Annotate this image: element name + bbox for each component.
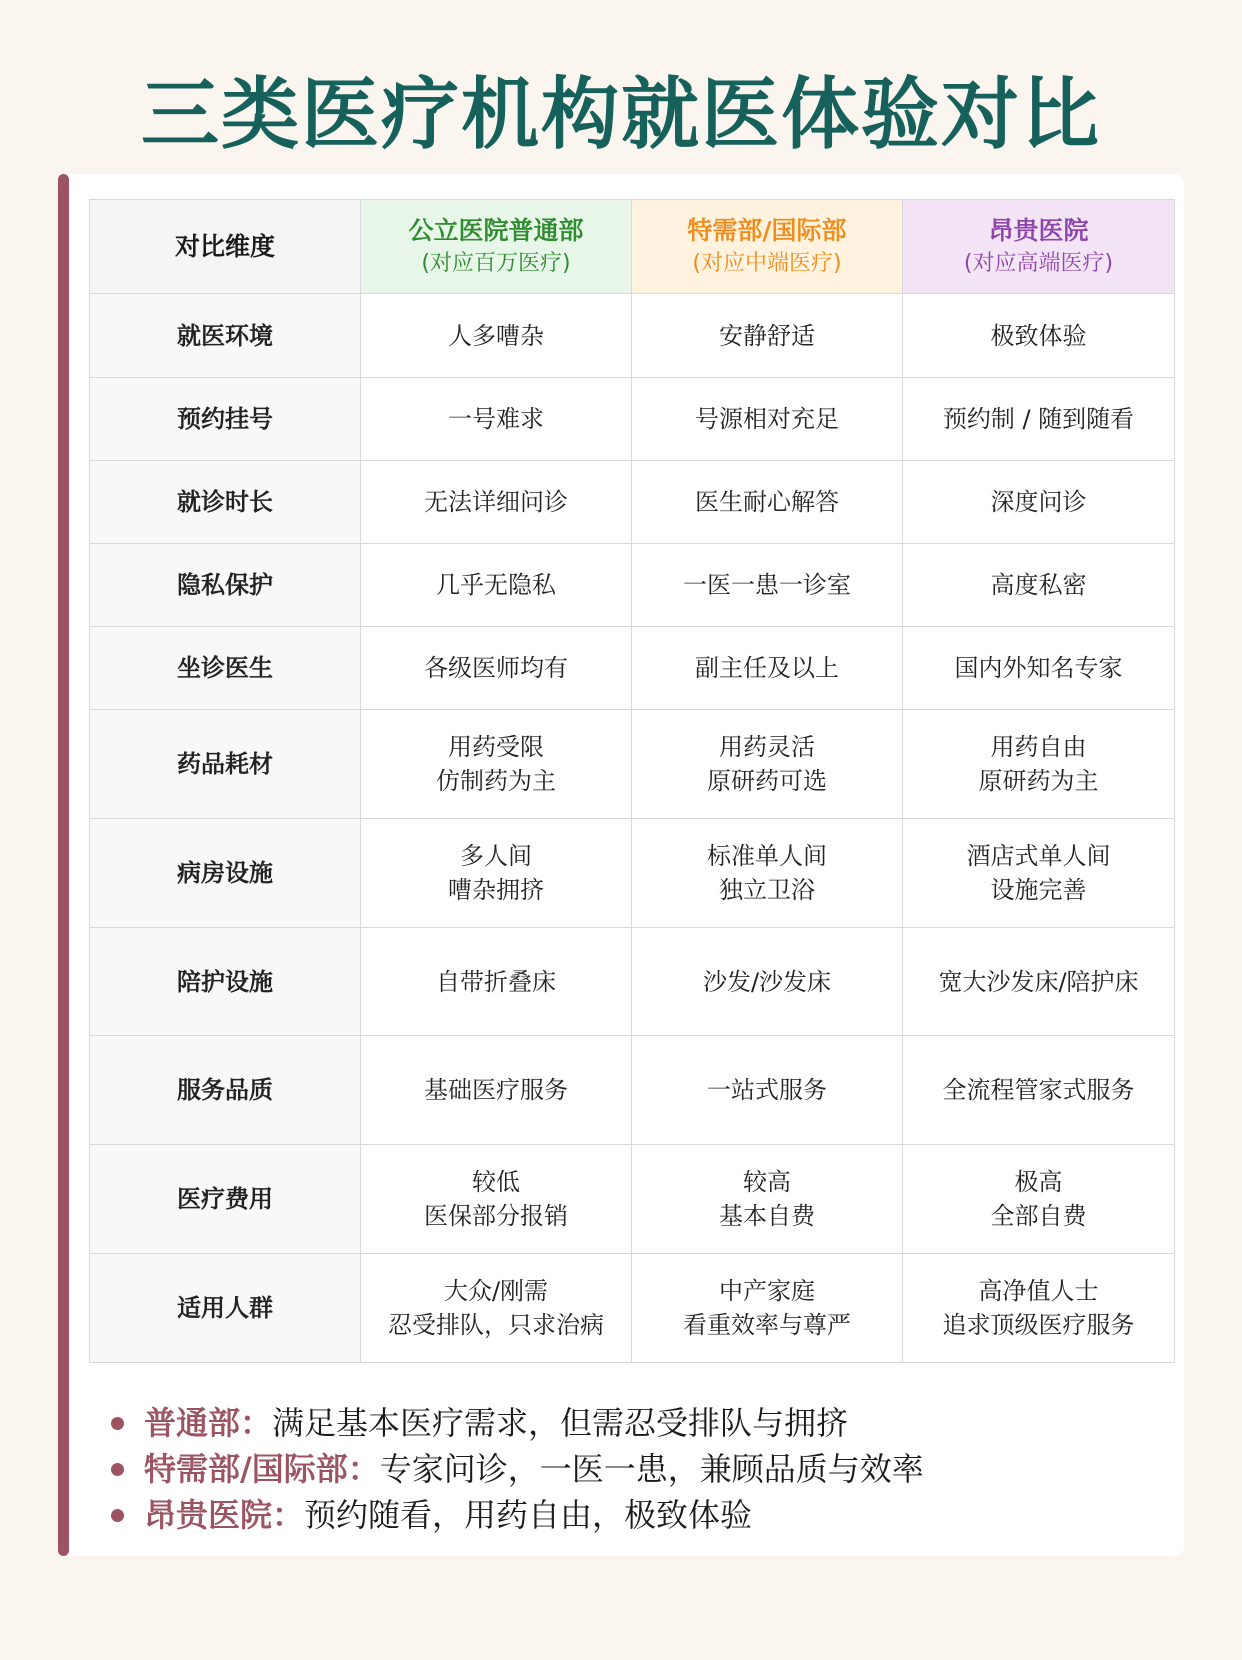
note-item xyxy=(108,1400,1168,1446)
header-name: 公立医院普通部 xyxy=(408,215,584,245)
value-cell xyxy=(361,710,632,819)
value-cell xyxy=(361,1036,632,1145)
note-text: 专家问诊，一医一患，兼顾品质与效率 xyxy=(379,1450,924,1488)
table-row xyxy=(90,1254,1175,1363)
cell-line: 多人间 xyxy=(460,842,532,870)
dimension-cell: 坐诊医生 xyxy=(90,627,361,710)
cell-line: 较高 xyxy=(743,1168,791,1196)
table-row xyxy=(90,461,1175,544)
header-sub: (对应高端医疗) xyxy=(963,250,1114,276)
dimension-cell: 就医环境 xyxy=(90,294,361,378)
cell-line: 原研药为主 xyxy=(978,767,1099,795)
note-item xyxy=(108,1492,1168,1538)
comparison-table xyxy=(89,199,1175,1363)
header-name: 对比维度 xyxy=(174,231,275,261)
bullet-dot-icon xyxy=(111,1417,124,1430)
cell-line: 仿制药为主 xyxy=(436,767,556,795)
cell-line: 酒店式单人间 xyxy=(966,842,1111,870)
cell-line: 极高 xyxy=(1014,1168,1063,1196)
table-row xyxy=(90,544,1175,627)
table-row xyxy=(90,627,1175,710)
table-row xyxy=(90,928,1175,1036)
cell-line: 一医一患一诊室 xyxy=(683,571,851,599)
value-cell xyxy=(632,294,903,378)
header-sub: (对应百万医疗) xyxy=(421,250,571,276)
bullet-dot-icon xyxy=(111,1463,124,1476)
value-cell xyxy=(361,627,632,710)
value-cell xyxy=(361,819,632,928)
cell-line: 忍受排队，只求治病 xyxy=(388,1311,604,1339)
value-cell xyxy=(903,819,1175,928)
value-cell xyxy=(632,710,903,819)
cell-line: 全流程管家式服务 xyxy=(942,1076,1135,1104)
cell-line: 自带折叠床 xyxy=(436,967,556,996)
value-cell xyxy=(632,378,903,461)
cell-line: 沙发/沙发床 xyxy=(702,967,832,996)
cell-line: 号源相对充足 xyxy=(695,405,839,433)
cell-line: 追求顶级医疗服务 xyxy=(942,1311,1135,1339)
accent-bar xyxy=(58,174,69,1556)
cell-line: 看重效率与尊严 xyxy=(683,1311,851,1339)
dimension-cell: 服务品质 xyxy=(90,1036,361,1145)
value-cell xyxy=(903,710,1175,819)
cell-line: 基础医疗服务 xyxy=(424,1076,568,1104)
cell-line: 用药受限 xyxy=(448,733,544,761)
cell-line: 较低 xyxy=(472,1168,520,1196)
header-name: 特需部/国际部 xyxy=(687,215,847,245)
value-cell xyxy=(361,1254,632,1363)
cell-line: 一号难求 xyxy=(448,405,544,433)
dimension-cell: 陪护设施 xyxy=(90,928,361,1036)
cell-line: 国内外知名专家 xyxy=(954,654,1123,682)
value-cell xyxy=(903,378,1175,461)
table-row xyxy=(90,819,1175,928)
cell-line: 副主任及以上 xyxy=(695,654,839,682)
value-cell xyxy=(903,1036,1175,1145)
dimension-cell: 就诊时长 xyxy=(90,461,361,544)
dimension-cell: 药品耗材 xyxy=(90,710,361,819)
value-cell xyxy=(632,1145,903,1254)
value-cell xyxy=(632,928,903,1036)
dimension-cell: 隐私保护 xyxy=(90,544,361,627)
header-vip-department xyxy=(632,200,903,294)
cell-line: 大众/刚需 xyxy=(443,1277,549,1305)
cell-line: 基本自费 xyxy=(719,1202,815,1230)
cell-line: 宽大沙发床/陪护床 xyxy=(938,967,1139,996)
header-row xyxy=(90,200,1175,294)
header-public-hospital xyxy=(361,200,632,294)
note-key: 普通部： xyxy=(144,1404,273,1442)
cell-line: 用药灵活 xyxy=(719,733,815,761)
value-cell xyxy=(361,461,632,544)
value-cell xyxy=(361,378,632,461)
dimension-cell: 预约挂号 xyxy=(90,378,361,461)
cell-line: 各级医师均有 xyxy=(424,654,568,682)
value-cell xyxy=(632,544,903,627)
cell-line: 标准单人间 xyxy=(707,842,827,870)
value-cell xyxy=(361,544,632,627)
value-cell xyxy=(632,627,903,710)
note-key: 特需部/国际部： xyxy=(144,1450,380,1488)
table-row xyxy=(90,294,1175,378)
cell-line: 预约制 / 随到随看 xyxy=(942,405,1135,433)
cell-line: 极致体验 xyxy=(990,321,1087,350)
cell-line: 一站式服务 xyxy=(707,1076,827,1104)
cell-line: 深度问诊 xyxy=(990,488,1087,516)
value-cell xyxy=(632,461,903,544)
header-name: 昂贵医院 xyxy=(988,215,1089,245)
header-dimension xyxy=(90,200,361,294)
bullet-dot-icon xyxy=(111,1509,124,1522)
value-cell xyxy=(361,294,632,378)
value-cell xyxy=(903,928,1175,1036)
cell-line: 高度私密 xyxy=(990,571,1087,599)
cell-line: 无法详细问诊 xyxy=(424,488,568,516)
dimension-cell: 医疗费用 xyxy=(90,1145,361,1254)
value-cell xyxy=(632,1036,903,1145)
page-title: 三类医疗机构就医体验对比 xyxy=(140,70,1101,160)
value-cell xyxy=(361,1145,632,1254)
cell-line: 安静舒适 xyxy=(719,321,815,350)
note-item xyxy=(108,1446,1168,1492)
cell-line: 医保部分报销 xyxy=(424,1202,568,1230)
table-row xyxy=(90,710,1175,819)
cell-line: 嘈杂拥挤 xyxy=(448,876,544,904)
table-row xyxy=(90,1036,1175,1145)
value-cell xyxy=(903,294,1175,378)
dimension-cell: 病房设施 xyxy=(90,819,361,928)
cell-line: 全部自费 xyxy=(990,1202,1087,1230)
cell-line: 中产家庭 xyxy=(719,1277,815,1305)
value-cell xyxy=(361,928,632,1036)
cell-line: 用药自由 xyxy=(990,733,1087,761)
value-cell xyxy=(903,1254,1175,1363)
value-cell xyxy=(632,819,903,928)
summary-notes xyxy=(108,1400,1168,1538)
note-key: 昂贵医院： xyxy=(144,1496,305,1534)
note-text: 满足基本医疗需求，但需忍受排队与拥挤 xyxy=(272,1404,849,1442)
header-premium-hospital xyxy=(903,200,1175,294)
cell-line: 设施完善 xyxy=(990,876,1087,904)
table-row xyxy=(90,1145,1175,1254)
cell-line: 人多嘈杂 xyxy=(448,321,544,350)
dimension-cell: 适用人群 xyxy=(90,1254,361,1363)
value-cell xyxy=(903,1145,1175,1254)
table-row xyxy=(90,378,1175,461)
cell-line: 高净值人士 xyxy=(978,1277,1099,1305)
value-cell xyxy=(903,544,1175,627)
cell-line: 医生耐心解答 xyxy=(695,488,839,516)
value-cell xyxy=(632,1254,903,1363)
value-cell xyxy=(903,461,1175,544)
header-sub: (对应中端医疗) xyxy=(692,250,842,276)
value-cell xyxy=(903,627,1175,710)
cell-line: 独立卫浴 xyxy=(719,876,815,904)
cell-line: 原研药可选 xyxy=(707,767,827,795)
cell-line: 几乎无隐私 xyxy=(436,571,556,599)
note-text: 预约随看，用药自由，极致体验 xyxy=(304,1496,753,1534)
